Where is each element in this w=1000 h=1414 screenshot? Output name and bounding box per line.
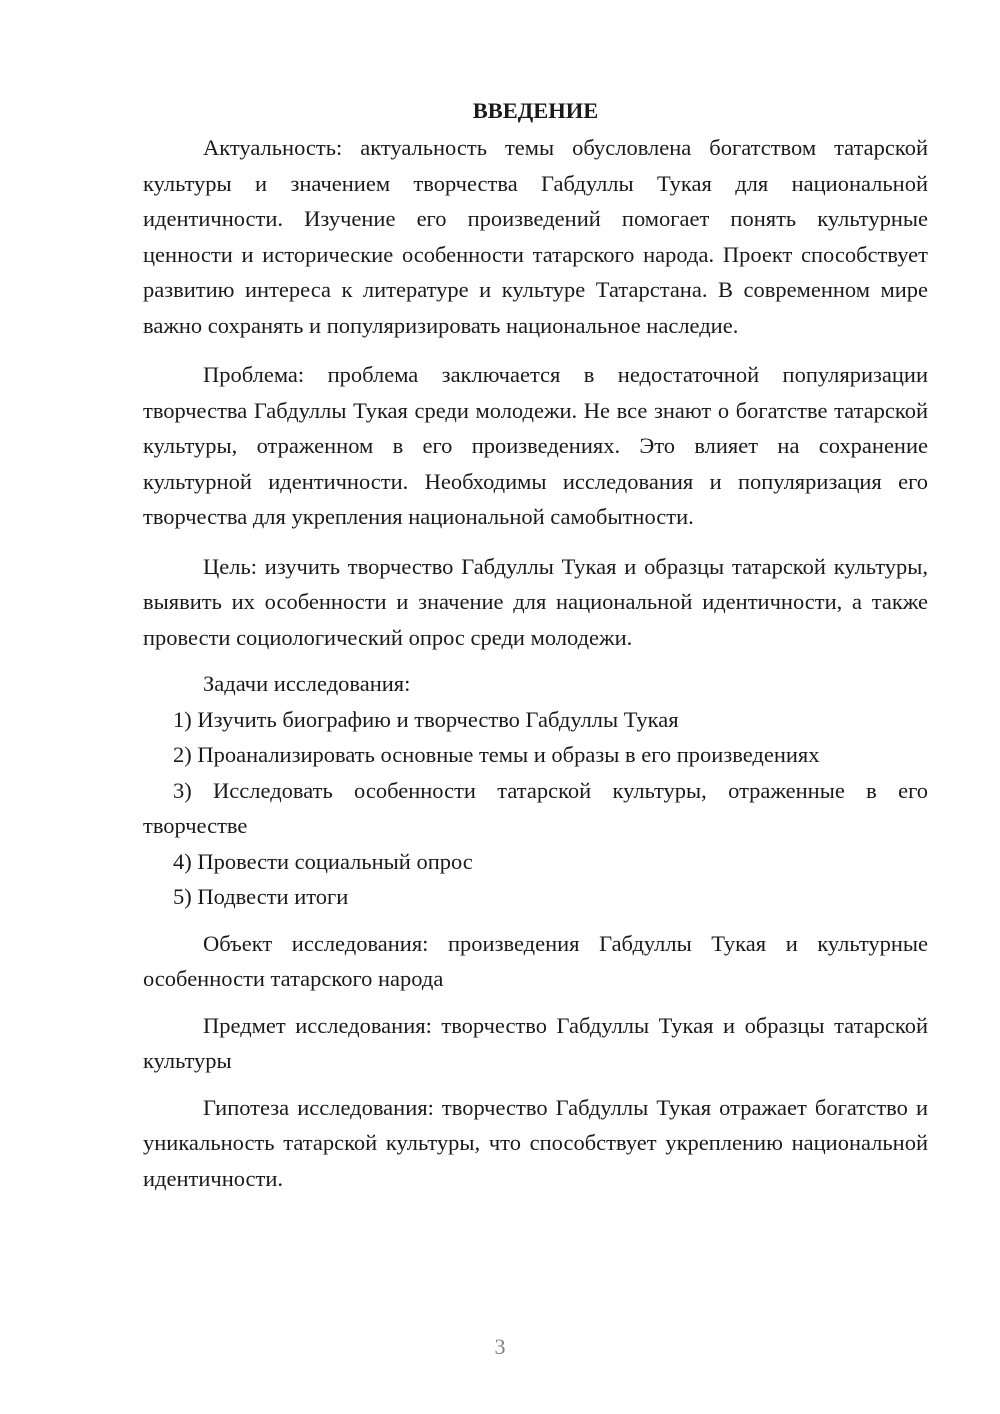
paragraph-goal: Цель: изучить творчество Габдуллы Тукая и образцы татарской культуры, выявить их особенности и значение для национальной идентичности, а также провести социологический опрос среди молодежи. [143, 553, 928, 650]
paragraph-subject: Предмет исследования: творчество Габдуллы Тукая и образцы татарской культуры [143, 1012, 928, 1073]
paragraph-object: Объект исследования: произведения Габдуллы Тукая и культурные особенности татарского народа [143, 930, 928, 991]
section-title: ВВЕДЕНИЕ [472, 98, 599, 123]
task-item-2: 2) Проанализировать основные темы и образы в его произведениях [173, 742, 820, 767]
task-item-4: 4) Провести социальный опрос [173, 848, 473, 874]
paragraph-relevance: Актуальность: актуальность темы обусловлена богатством татарской культуры и значением творчества Габдуллы Тукая для национальной идентичности. Изучение его произведений помогает понять культурные ценности и исторические особенности татарского народа. Проект способствует развитию интереса к литературе и культуре Татарстана. В современном мире важно сохранять и популяризировать национальное наследие. [143, 135, 928, 338]
paragraph-problem: Проблема: проблема заключается в недостаточной популяризации творчества Габдуллы Тукая среди молодежи. Не все знают о богатстве татарской культуры, отраженном в его произведениях. Это влияет на сохранение культурной идентичности. Необходимы исследования и популяризация его творчества для укрепления национальной самобытности. [143, 362, 928, 529]
task-item-3: 3) Исследовать особенности татарской культуры, отраженные в его творчестве [143, 777, 928, 838]
page-number: 3 [494, 1334, 506, 1359]
paragraph-hypothesis: Гипотеза исследования: творчество Габдуллы Тукая отражает богатство и уникальность татарской культуры, что способствует укреплению национальной идентичности. [143, 1094, 928, 1191]
document-body [143, 96, 928, 1196]
task-item-1: 1) Изучить биографию и творчество Габдуллы Тукая [173, 706, 679, 732]
task-item-5: 5) Подвести итоги [173, 884, 349, 909]
tasks-heading: Задачи исследования: [203, 671, 411, 696]
